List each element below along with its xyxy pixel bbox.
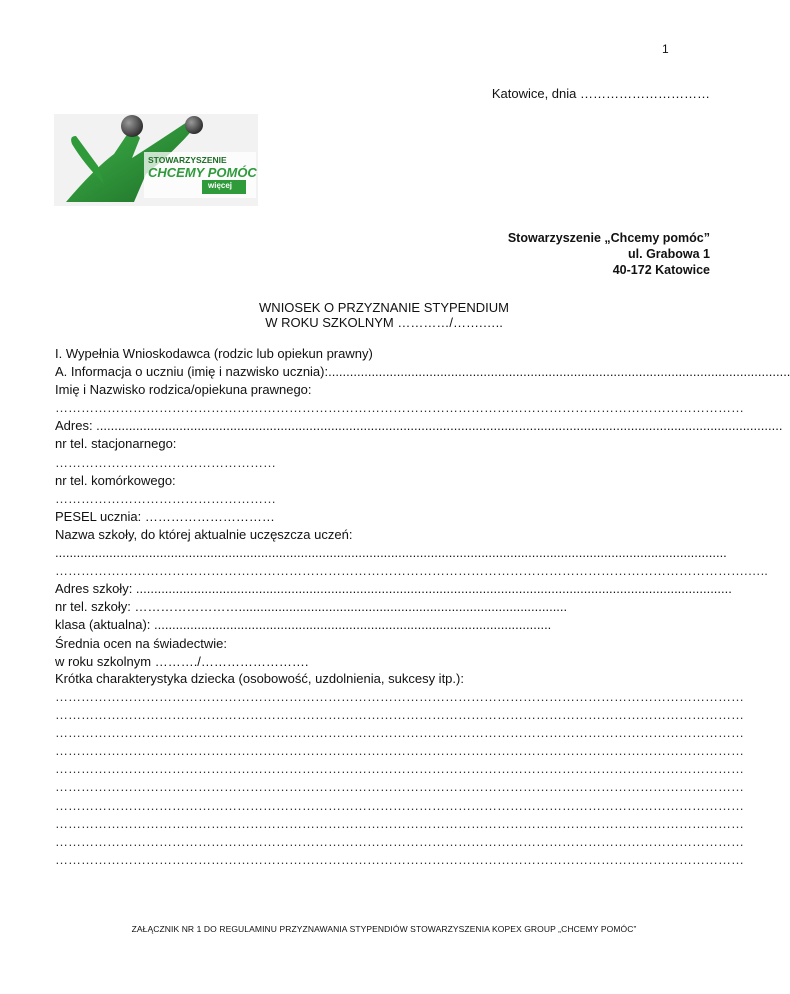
logo-badge: więcej — [208, 181, 233, 190]
description-line[interactable]: …………………………………………………………………………………………………………………………………………… — [55, 761, 744, 777]
association-logo — [54, 114, 258, 206]
mobile-field[interactable]: …………………………………………… — [55, 490, 276, 506]
form-fields — [55, 345, 790, 671]
description-line[interactable]: …………………………………………………………………………………………………………………………………………… — [55, 833, 744, 849]
description-lines — [55, 688, 744, 869]
landline-field[interactable]: …………………………………………… — [55, 454, 276, 470]
description-label: Krótka charakterystyka dziecka (osobowość, uzdolnienia, sukcesy itp.): — [55, 671, 464, 686]
recipient-street: ul. Grabowa 1 — [628, 247, 710, 261]
description-line[interactable]: …………………………………………………………………………………………………………………………………………… — [55, 851, 744, 867]
title-line-1: WNIOSEK O PRZYZNANIE STYPENDIUM — [259, 300, 509, 315]
recipient-city: 40-172 Katowice — [612, 263, 710, 277]
footer-note: ZAŁĄCZNIK NR 1 DO REGULAMINU PRZYZNAWANIA STYPENDIÓW STOWARZYSZENIA KOPEX GROUP „CHCEMY POMÓC” — [131, 924, 637, 934]
description-line[interactable]: …………………………………………………………………………………………………………………………………………… — [55, 797, 744, 813]
grade-average-label: Średnia ocen na świadectwie: — [55, 635, 227, 651]
description-line[interactable]: …………………………………………………………………………………………………………………………………………… — [55, 707, 744, 723]
description-line[interactable]: …………………………………………………………………………………………………………………………………………… — [55, 815, 744, 831]
address-field[interactable]: Adres: .............................................................................................................................................................................................. — [55, 418, 783, 434]
mobile-label: nr tel. komórkowego: — [55, 472, 176, 488]
school-name-field-2[interactable]: …………………………………………………………………………………………………………………………………………….….. — [55, 563, 768, 579]
recipient-name: Stowarzyszenie „Chcemy pomóc” — [507, 231, 710, 245]
title-line-2: W ROKU SZKOLNYM …………/…….….. — [265, 315, 503, 330]
school-name-label: Nazwa szkoły, do której aktualnie uczęszcza uczeń: — [55, 526, 353, 542]
description-line[interactable]: …………………………………………………………………………………………………………………………………………… — [55, 689, 744, 704]
place-date-line: Katowice, dnia ………………………… — [491, 86, 710, 101]
class-field[interactable]: klasa (aktualna): .............................................................................................................. — [55, 617, 552, 633]
document-title — [0, 300, 768, 330]
parent-name-field[interactable]: …………………………………………………………………………………………………………………………………………… — [55, 400, 744, 416]
page-number: 1 — [662, 42, 669, 56]
description-line[interactable]: …………………………………………………………………………………………………………………………………………… — [55, 725, 744, 741]
logo-text-line1: STOWARZYSZENIE — [148, 155, 227, 165]
student-name-field[interactable]: A. Informacja o uczniu (imię i nazwisko ucznia):................................................................................................................................ — [55, 364, 790, 380]
school-name-field-1[interactable]: .......................................................................................................................................................................................... — [55, 545, 727, 561]
school-year-field[interactable]: w roku szkolnym ………./……………………. — [55, 653, 309, 669]
school-address-field[interactable]: Adres szkoły: ..................................................................................................................................................................... — [55, 581, 732, 597]
description-line[interactable]: …………………………………………………………………………………………………………………………………………… — [55, 743, 744, 759]
recipient-address — [508, 230, 710, 278]
landline-label: nr tel. stacjonarnego: — [55, 436, 177, 452]
description-line[interactable]: …………………………………………………………………………………………………………………………………………… — [55, 779, 744, 795]
parent-name-label: Imię i Nazwisko rodzica/opiekuna prawnego: — [55, 382, 312, 398]
pesel-field[interactable]: PESEL ucznia: ………………………… — [55, 508, 275, 524]
section-heading: I. Wypełnia Wnioskodawca (rodzic lub opiekun prawny) — [55, 346, 373, 361]
logo-text-line2: CHCEMY POMÓC — [148, 165, 257, 180]
school-phone-field[interactable]: nr tel. szkoły: ……………………........................................................................................... — [55, 599, 568, 615]
